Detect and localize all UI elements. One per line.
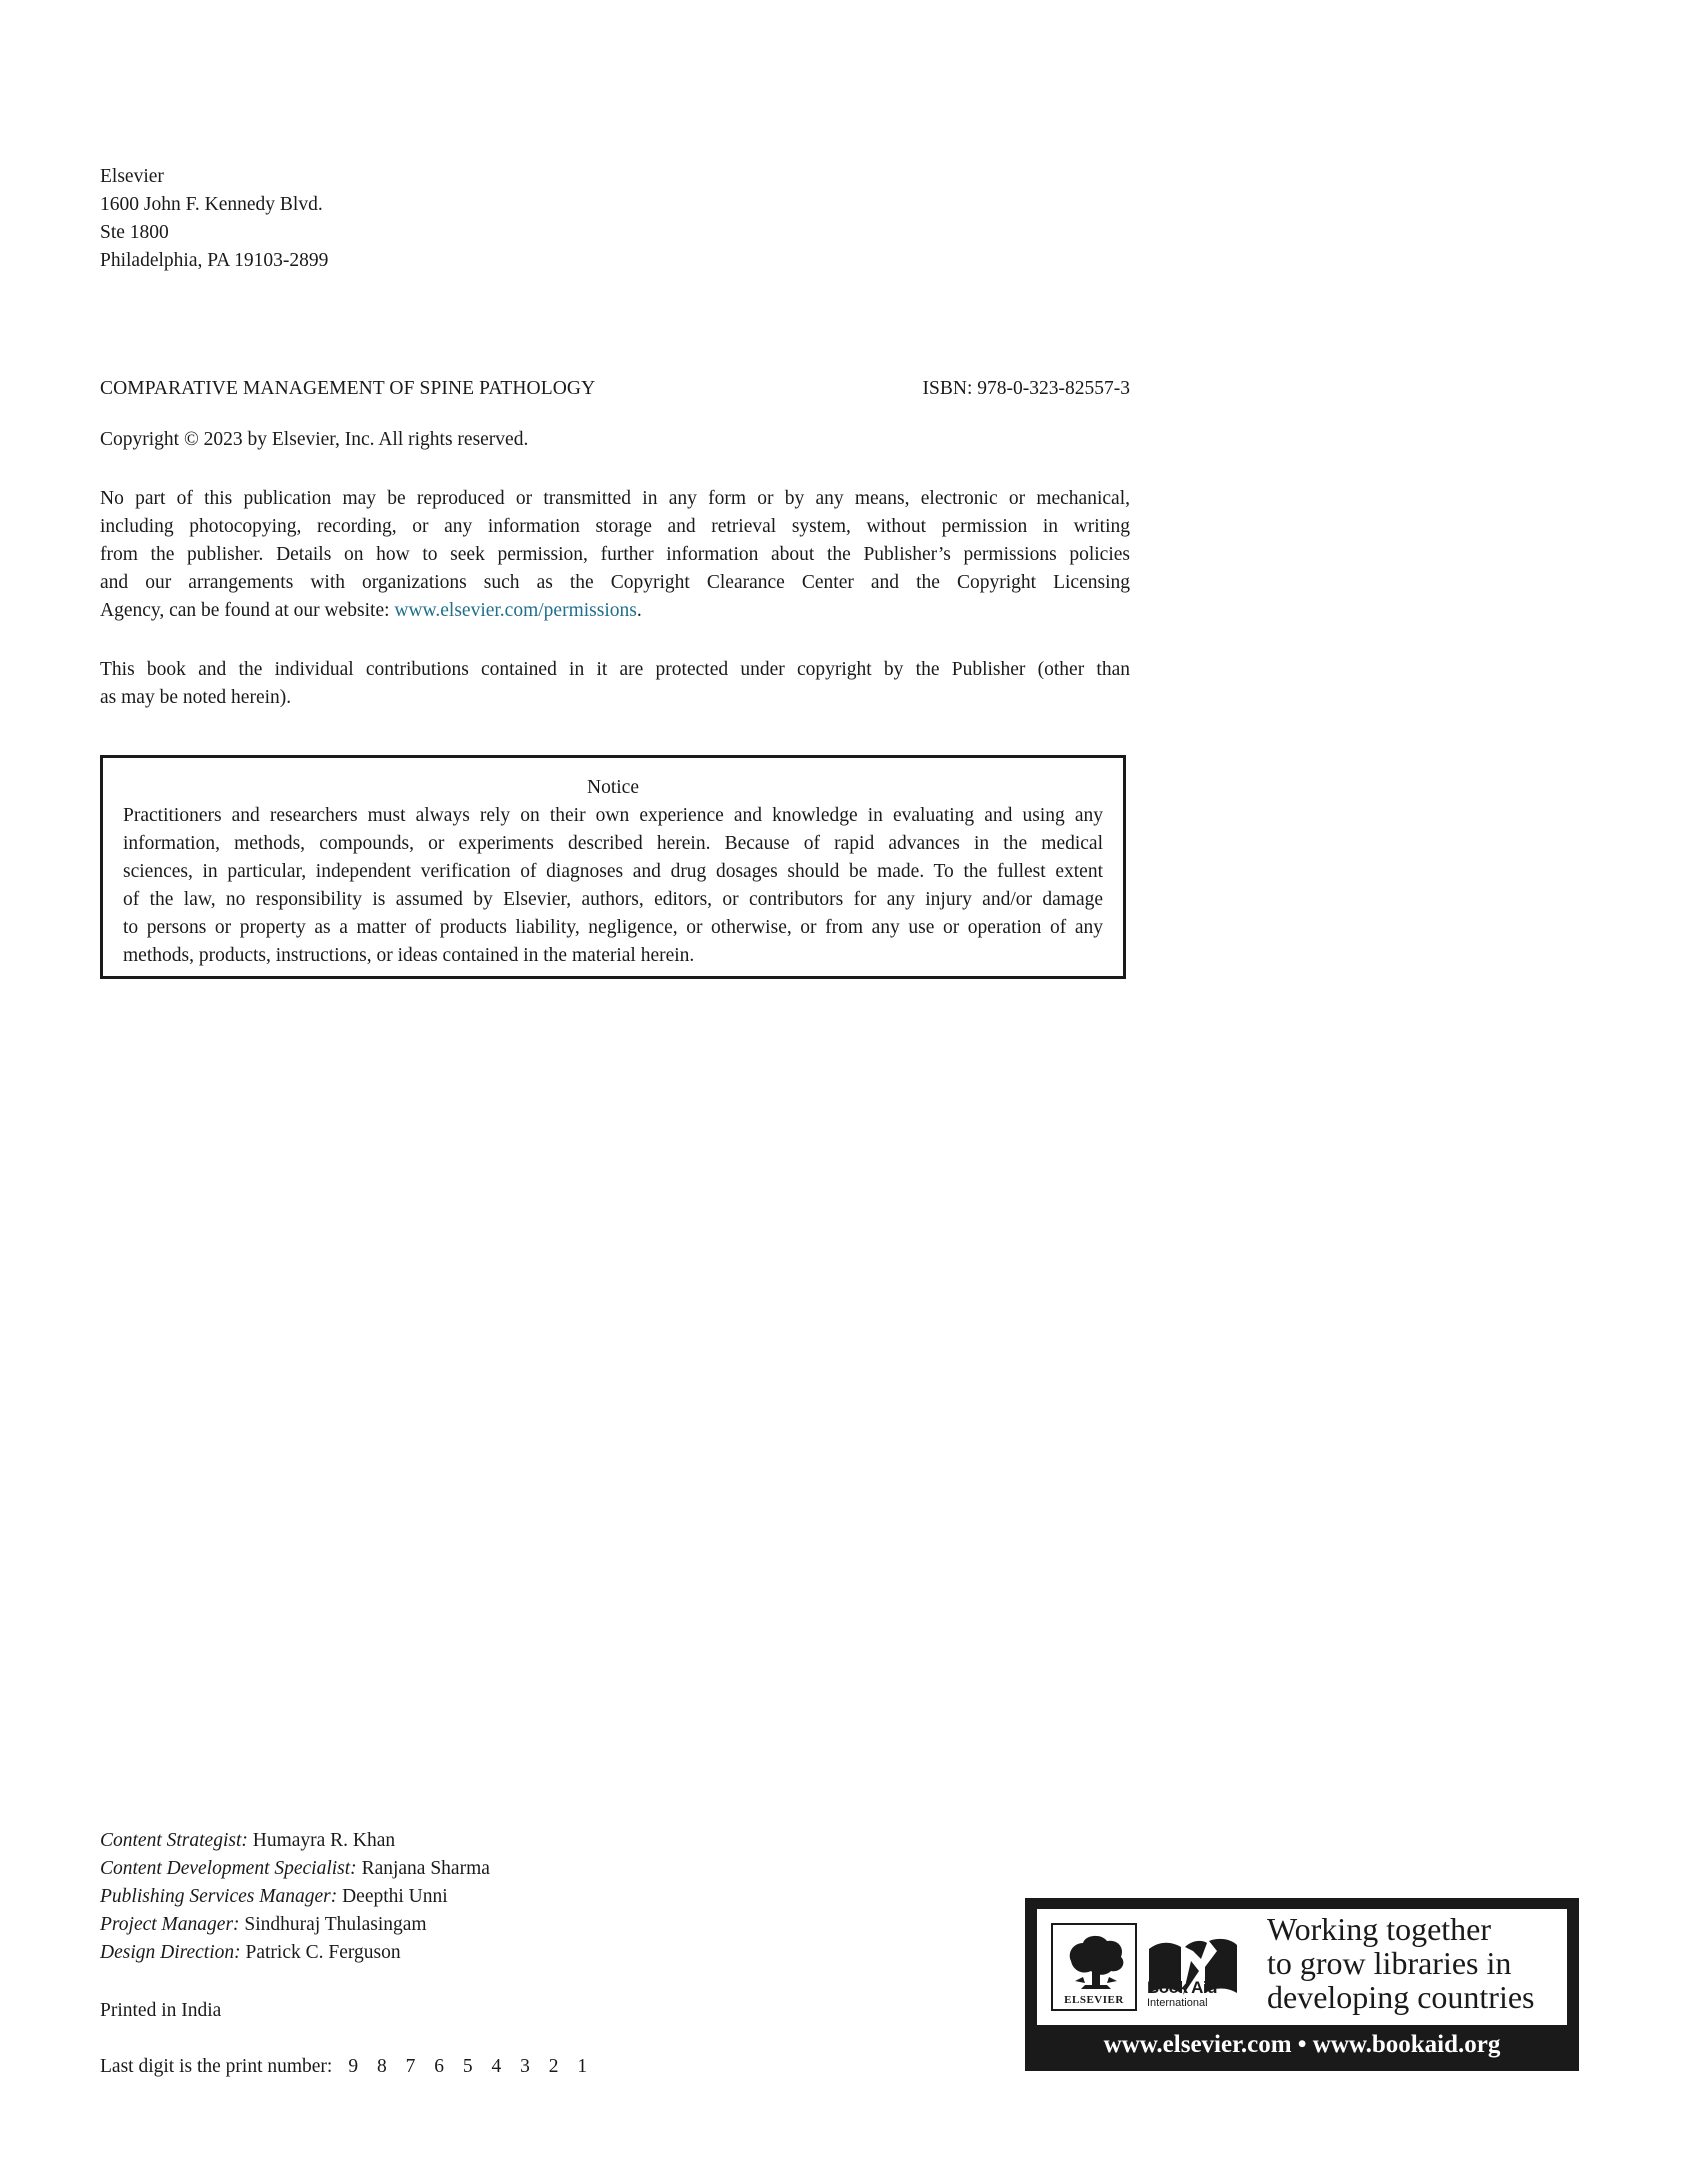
copyright-line: Copyright © 2023 by Elsevier, Inc. All rights reserved. (100, 429, 529, 450)
isbn: ISBN: 978-0-323-82557-3 (922, 378, 1130, 399)
link-suffix: . (636, 600, 642, 621)
tree-icon (1061, 1931, 1131, 1993)
permissions-link[interactable]: www.elsevier.com/permissions (394, 600, 637, 621)
print-number-line (100, 2053, 587, 2081)
tagline-line: to grow libraries in (1267, 1945, 1512, 1981)
paragraph-line: from the publisher. Details on how to seek permission, further information about the Publisher’s permissions policies (100, 544, 1130, 565)
credit-person: Humayra R. Khan (252, 1830, 396, 1851)
book-aid-tagline (1267, 1912, 1563, 2014)
elsevier-tree-logo (1051, 1923, 1137, 2011)
book-aid-logo (1025, 1898, 1579, 2071)
publisher-address (100, 163, 328, 275)
credit-row (100, 1855, 490, 1883)
book-aid-urls: www.elsevier.com • www.bookaid.org (1103, 2031, 1501, 2058)
credit-person: Ranjana Sharma (361, 1858, 490, 1879)
credit-row (100, 1939, 490, 1967)
production-credits (100, 1827, 490, 1967)
credit-row (100, 1911, 490, 1939)
printed-in: Printed in India (100, 2000, 222, 2021)
notice-line: methods, products, instructions, or ideas contained in the material herein. (123, 945, 695, 966)
credit-role: Content Development Specialist: (100, 1858, 357, 1879)
book-title: COMPARATIVE MANAGEMENT OF SPINE PATHOLOGY (100, 378, 596, 399)
title-isbn-row (100, 375, 1130, 403)
notice-line: information, methods, compounds, or experiments described herein. Because of rapid advances in the medical (123, 833, 1103, 854)
protection-paragraph (100, 656, 1130, 712)
book-aid-panel (1037, 1909, 1567, 2025)
credit-role: Publishing Services Manager: (100, 1886, 338, 1907)
paragraph-line: This book and the individual contributions contained in it are protected under copyright by the Publisher (other than (100, 659, 1130, 680)
notice-line: to persons or property as a matter of products liability, negligence, or otherwise, or from any use or operation of any (123, 917, 1103, 938)
credit-person: Deepthi Unni (342, 1886, 448, 1907)
notice-line: Practitioners and researchers must always rely on their own experience and knowledge in evaluating and using any (123, 805, 1103, 826)
tagline-line: Working together (1267, 1911, 1492, 1947)
print-number-label: Last digit is the print number: (100, 2056, 333, 2077)
credit-role: Project Manager: (100, 1914, 240, 1935)
paragraph-line: including photocopying, recording, or any information storage and retrieval system, without permission in writing (100, 516, 1130, 537)
book-aid-name: Book Aid (1147, 1978, 1217, 1997)
notice-line: of the law, no responsibility is assumed by Elsevier, authors, editors, or contributors for any injury and/or damage (123, 889, 1103, 910)
credit-row (100, 1827, 490, 1855)
book-aid-subname: International (1147, 1997, 1208, 2009)
credit-person: Sindhuraj Thulasingam (244, 1914, 427, 1935)
credit-role: Content Strategist: (100, 1830, 248, 1851)
notice-box (100, 755, 1126, 979)
link-prefix: Agency, can be found at our website: (100, 600, 395, 621)
address-line: 1600 John F. Kennedy Blvd. (100, 194, 323, 215)
notice-body (123, 802, 1103, 970)
notice-title: Notice (587, 777, 639, 798)
credit-row (100, 1883, 490, 1911)
elsevier-wordmark: ELSEVIER (1064, 1994, 1124, 2006)
paragraph-line: as may be noted herein). (100, 687, 292, 708)
paragraph-line: and our arrangements with organizations such as the Copyright Clearance Center and the Copyright Licensing (100, 572, 1130, 593)
address-line: Philadelphia, PA 19103-2899 (100, 250, 329, 271)
credit-person: Patrick C. Ferguson (245, 1942, 401, 1963)
notice-line: sciences, in particular, independent verification of diagnoses and drug dosages should be made. To the fullest extent (123, 861, 1103, 882)
rights-paragraph (100, 485, 1130, 625)
paragraph-line: No part of this publication may be reproduced or transmitted in any form or by any means, electronic or mechanical, (100, 488, 1130, 509)
tagline-line: developing countries (1267, 1979, 1535, 2015)
address-line: Ste 1800 (100, 222, 169, 243)
address-line: Elsevier (100, 166, 164, 187)
paragraph-line (100, 597, 1130, 625)
credit-role: Design Direction: (100, 1942, 241, 1963)
print-number-digits: 9 8 7 6 5 4 3 2 1 (348, 2056, 588, 2077)
